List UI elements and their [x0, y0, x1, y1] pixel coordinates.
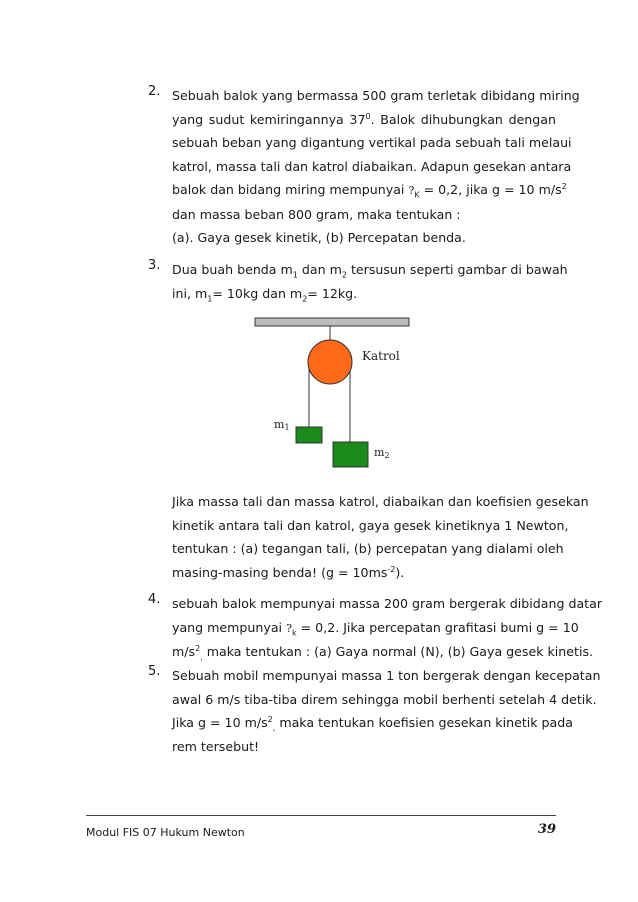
problem-3-para-line-1: Jika massa tali dan massa katrol, diabaikan dan koefisien gesekan [172, 494, 589, 509]
problem-3-para-line-3: tentukan : (a) tegangan tali, (b) percepatan yang dialami oleh [172, 541, 564, 556]
problem-3-number: 3. [148, 258, 161, 273]
problem-5-line-2: awal 6 m/s tiba-tiba direm sehingga mobil berhenti setelah 4 detik. [172, 691, 597, 707]
problem-3 [148, 258, 568, 305]
block-m2 [333, 442, 368, 467]
problem-4-line-1: sebuah balok mempunyai massa 200 gram bergerak dibidang datar [172, 596, 602, 611]
problem-4-line-3: $m/s^2_,$ maka tentukan : (a) Gaya normal (N), (b) Gaya gesek kinetis. [172, 643, 594, 662]
problem-2 [148, 84, 580, 250]
problem-3-line-2: ini, $m_1= 10kg$ dan $m_2= 12kg$. [172, 285, 358, 304]
ceiling-bar [255, 318, 409, 326]
problem-3-para-line-2: kinetik antara tali dan katrol, gaya gesek kinetiknya 1 Newton, [172, 517, 569, 533]
problem-4-line-2: yang mempunyai $?_k = 0,2$. Jika percepatan grafitasi bumi g = 10 [172, 619, 579, 638]
problem-2-line-1: Sebuah balok yang bermassa 500 gram terletak dibidang miring [172, 88, 580, 103]
problem-4-number: 4. [148, 592, 161, 607]
problem-5-line-3: Jika g = 10 $m/s^2_,$ maka tentukan koefisien gesekan kinetik pada [172, 714, 573, 733]
problem-2-line-7: (a). Gaya gesek kinetik, (b) Percepatan benda. [172, 230, 466, 245]
problem-3-line-1: Dua buah benda $m_1$ dan $m_2$ tersusun seperti gambar di bawah [172, 262, 568, 280]
problem-2-line-4: katrol, massa tali dan katrol diabaikan. Adapun gesekan antara [172, 158, 572, 174]
katrol-label: Katrol [362, 349, 400, 363]
page-number: 39 [537, 822, 556, 837]
problem-3-paragraph [172, 490, 589, 584]
problem-2-number: 2. [148, 84, 161, 99]
problem-5-line-4: rem tersebut! [172, 738, 260, 754]
m2-label: m2 [374, 446, 390, 460]
block-m1 [296, 427, 322, 443]
problem-2-line-2: yang sudut kemiringannya $37^0$. Balok dihubungkan dengan [172, 111, 556, 127]
problem-2-line-3: sebuah beban yang digantung vertikal pada sebuah tali melaui [172, 135, 572, 150]
problem-3-para-line-4: masing-masing benda! $(g = 10ms^{-2})$. [172, 564, 405, 580]
problem-4 [148, 592, 602, 664]
m1-label: m1 [274, 418, 290, 432]
problem-2-line-6: dan massa beban 800 gram, maka tentukan : [172, 206, 461, 222]
footer-title: Modul FIS 07 Hukum Newton [86, 826, 245, 839]
problem-5-number: 5. [148, 664, 161, 679]
problem-2-line-5: balok dan bidang miring mempunyai $?_K = 0,2$, jika g = 10 $m/s^2$ [172, 181, 567, 200]
problem-5 [148, 664, 601, 758]
footer-rule [86, 815, 556, 816]
problem-5-line-1: Sebuah mobil mempunyai massa 1 ton bergerak dengan kecepatan [172, 668, 601, 683]
pulley-wheel [308, 340, 352, 384]
